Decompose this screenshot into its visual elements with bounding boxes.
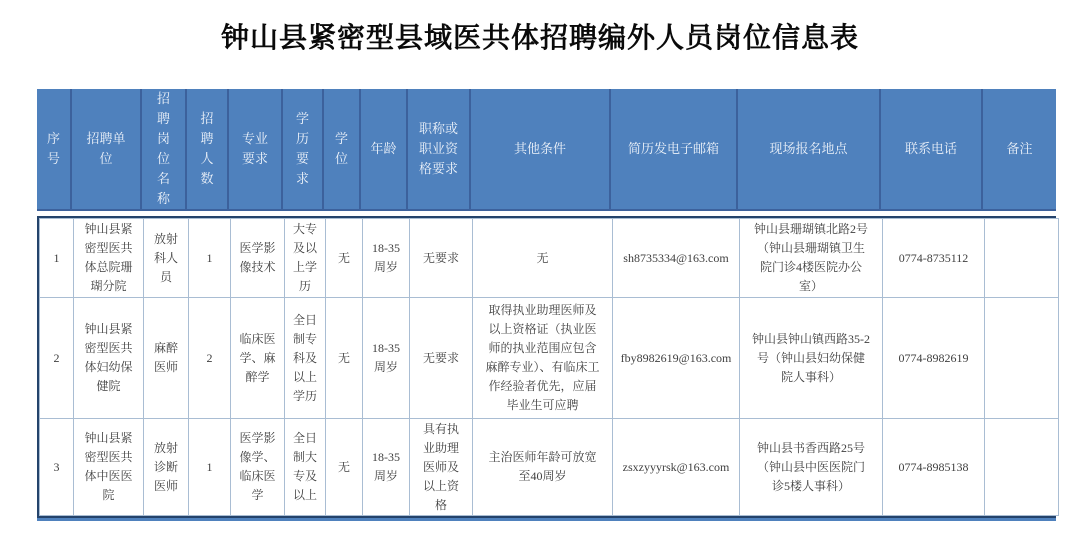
- header-row: [37, 89, 1056, 210]
- cell-location: 钟山县珊瑚镇北路2号（钟山县珊瑚镇卫生院门诊4楼医院办公室）: [740, 219, 883, 298]
- cell-email: fby8982619@163.com: [613, 298, 740, 419]
- header-cell-degree: 学位: [323, 89, 360, 210]
- header-cell-seq: 序号: [37, 89, 71, 210]
- table-row: [40, 219, 1059, 298]
- bottom-accent-line: [37, 518, 1056, 521]
- cell-education: 全日制专科及以上学历: [285, 298, 326, 419]
- cell-note: [985, 419, 1059, 516]
- header-cell-unit: 招聘单位: [71, 89, 141, 210]
- cell-email: zsxzyyyrsk@163.com: [613, 419, 740, 516]
- cell-seq: 2: [40, 298, 74, 419]
- cell-phone: 0774-8985138: [883, 419, 985, 516]
- page-title: 钟山县紧密型县域医共体招聘编外人员岗位信息表: [220, 22, 859, 53]
- cell-count: 1: [189, 219, 231, 298]
- cell-age: 18-35周岁: [363, 419, 410, 516]
- cell-degree: 无: [326, 298, 363, 419]
- cell-position: 麻醉医师: [144, 298, 189, 419]
- cell-qualification: 无要求: [410, 219, 473, 298]
- cell-age: 18-35周岁: [363, 219, 410, 298]
- cell-major: 医学影像技术: [231, 219, 285, 298]
- cell-seq: 1: [40, 219, 74, 298]
- cell-location: 钟山县书香西路25号（钟山县中医医院门诊5楼人事科）: [740, 419, 883, 516]
- header-cell-other: 其他条件: [470, 89, 610, 210]
- cell-unit: 钟山县紧密型医共体妇幼保健院: [74, 298, 144, 419]
- cell-degree: 无: [326, 219, 363, 298]
- recruitment-table: [37, 89, 1056, 521]
- header-cell-count: 招聘人数: [186, 89, 228, 210]
- header-cell-location: 现场报名地点: [737, 89, 880, 210]
- cell-note: [985, 298, 1059, 419]
- cell-unit: 钟山县紧密型医共体总院珊瑚分院: [74, 219, 144, 298]
- header-cell-major: 专业要求: [228, 89, 282, 210]
- header-cell-position: 招聘岗位名称: [141, 89, 186, 210]
- header-cell-email: 简历发电子邮箱: [610, 89, 737, 210]
- cell-age: 18-35周岁: [363, 298, 410, 419]
- cell-unit: 钟山县紧密型医共体中医医院: [74, 419, 144, 516]
- cell-count: 1: [189, 419, 231, 516]
- cell-other: 取得执业助理医师及以上资格证（执业医师的执业范围应包含麻醉专业）、有临床工作经验者优先，应届毕业生可应聘: [473, 298, 613, 419]
- cell-position: 放射科人员: [144, 219, 189, 298]
- header-cell-phone: 联系电话: [880, 89, 982, 210]
- cell-qualification: 具有执业助理医师及以上资格: [410, 419, 473, 516]
- cell-phone: 0774-8735112: [883, 219, 985, 298]
- cell-location: 钟山县钟山镇西路35-2号（钟山县妇幼保健院人事科）: [740, 298, 883, 419]
- cell-note: [985, 219, 1059, 298]
- cell-position: 放射诊断医师: [144, 419, 189, 516]
- table-row: [40, 419, 1059, 516]
- table-row: [40, 298, 1059, 419]
- cell-other: 无: [473, 219, 613, 298]
- header-cell-education: 学历要求: [282, 89, 323, 210]
- header-cell-note: 备注: [982, 89, 1056, 210]
- cell-phone: 0774-8982619: [883, 298, 985, 419]
- cell-education: 大专及以上学历: [285, 219, 326, 298]
- cell-major: 医学影像学、临床医学: [231, 419, 285, 516]
- cell-email: sh8735334@163.com: [613, 219, 740, 298]
- cell-degree: 无: [326, 419, 363, 516]
- cell-education: 全日制大专及以上: [285, 419, 326, 516]
- table-header: [37, 89, 1056, 211]
- cell-seq: 3: [40, 419, 74, 516]
- cell-other: 主治医师年龄可放宽至40周岁: [473, 419, 613, 516]
- header-cell-qualification: 职称或职业资格要求: [407, 89, 470, 210]
- cell-count: 2: [189, 298, 231, 419]
- cell-major: 临床医学、麻醉学: [231, 298, 285, 419]
- cell-qualification: 无要求: [410, 298, 473, 419]
- header-cell-age: 年龄: [360, 89, 407, 210]
- table-body: [37, 216, 1056, 518]
